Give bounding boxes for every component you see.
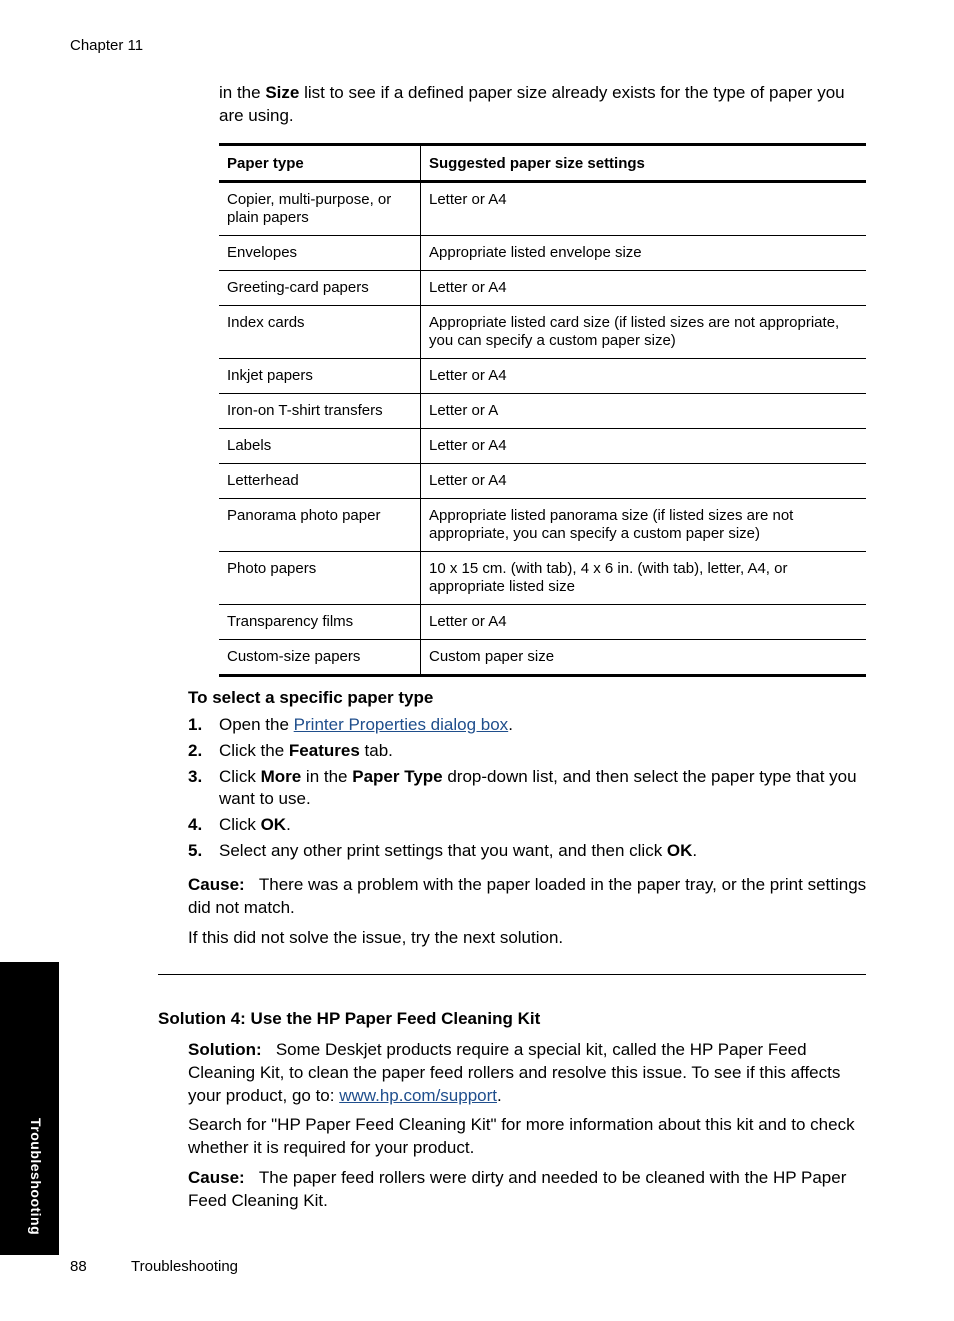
- cell-paper-type: Greeting-card papers: [219, 271, 421, 306]
- cell-size-setting: Letter or A4: [421, 429, 867, 464]
- cell-paper-type: Envelopes: [219, 236, 421, 271]
- cell-size-setting: Letter or A4: [421, 359, 867, 394]
- cause-text: There was a problem with the paper loaded in the paper tray, or the print settings did not match.: [188, 875, 867, 917]
- cell-paper-type: Copier, multi-purpose, or plain papers: [219, 182, 421, 236]
- step-bold: More: [260, 767, 302, 786]
- step-text: .: [508, 715, 513, 734]
- cell-paper-type: Letterhead: [219, 464, 421, 499]
- step-bold: OK: [260, 815, 287, 834]
- step-text: Open the: [219, 715, 294, 734]
- step-number: 4.: [188, 815, 203, 834]
- step-text: .: [286, 815, 291, 834]
- step-item: [188, 814, 868, 836]
- table-row: [219, 236, 866, 271]
- step-item: [188, 840, 868, 862]
- solution-end: .: [497, 1086, 502, 1105]
- step-bold: OK: [666, 841, 693, 860]
- step-number: 2.: [188, 741, 203, 760]
- section-divider: [158, 974, 866, 975]
- page-number: 88: [70, 1258, 87, 1275]
- cell-size-setting: 10 x 15 cm. (with tab), 4 x 6 in. (with tab), letter, A4, or appropriate listed size: [421, 552, 867, 605]
- step-number: 1.: [188, 715, 203, 734]
- step-text: Click: [219, 815, 261, 834]
- cell-size-setting: Letter or A4: [421, 271, 867, 306]
- cell-paper-type: Panorama photo paper: [219, 499, 421, 552]
- cell-paper-type: Custom-size papers: [219, 640, 421, 676]
- cell-size-setting: Appropriate listed envelope size: [421, 236, 867, 271]
- solution-label: Solution:: [188, 1040, 262, 1059]
- step-text: in the: [301, 767, 353, 786]
- step-text: .: [692, 841, 698, 860]
- solution4-heading: Solution 4: Use the HP Paper Feed Cleaning Kit: [158, 1009, 541, 1028]
- step-number: 3.: [188, 767, 203, 786]
- paper-size-table: [219, 143, 866, 677]
- step-text: tab.: [359, 741, 393, 760]
- side-tab-label: Troubleshooting: [28, 1118, 44, 1236]
- step-item: [188, 766, 868, 810]
- cause2-paragraph: [188, 1166, 868, 1212]
- procedure-steps: [188, 714, 868, 866]
- step-bold: Paper Type: [352, 767, 443, 786]
- step-number: 5.: [188, 841, 203, 860]
- step-bold: Features: [288, 741, 360, 760]
- step-text: drop-down list, and then select the paper type that you want to use.: [219, 767, 857, 808]
- step-item: [188, 714, 868, 736]
- step-item: [188, 740, 868, 762]
- footer-section-title: Troubleshooting: [131, 1258, 239, 1275]
- intro-paragraph: [219, 81, 869, 127]
- table-header-row: [219, 145, 866, 182]
- table-row: [219, 271, 866, 306]
- table-row: [219, 464, 866, 499]
- table-row: [219, 640, 866, 676]
- cell-paper-type: Labels: [219, 429, 421, 464]
- cell-paper-type: Iron-on T-shirt transfers: [219, 394, 421, 429]
- step-text: Select any other print settings that you want, and then click: [219, 841, 667, 860]
- table-row: [219, 394, 866, 429]
- chapter-header: Chapter 11: [70, 37, 144, 54]
- cell-size-setting: Letter or A4: [421, 605, 867, 640]
- table-row: [219, 499, 866, 552]
- cause-label: Cause:: [188, 1168, 245, 1187]
- cell-size-setting: Custom paper size: [421, 640, 867, 676]
- cause-text: The paper feed rollers were dirty and needed to be cleaned with the HP Paper Feed Cleaning Kit.: [188, 1168, 847, 1210]
- intro-suffix: list to see if a defined paper size already exists for the type of paper you are using.: [219, 83, 845, 125]
- cell-size-setting: Letter or A4: [429, 191, 507, 208]
- next-solution-text: If this did not solve the issue, try the next solution.: [188, 928, 564, 947]
- hp-support-link[interactable]: www.hp.com/support: [339, 1086, 497, 1105]
- table-row: [219, 359, 866, 394]
- procedure-heading: To select a specific paper type: [188, 688, 434, 707]
- step-text: Click the: [219, 741, 289, 760]
- table-row: [219, 605, 866, 640]
- intro-prefix: in the: [219, 83, 266, 102]
- solution-text: Some Deskjet products require a special kit, called the HP Paper Feed Cleaning Kit, to clean the paper feed rollers and resolve this issue. To see if this affects your product, go to:: [188, 1040, 841, 1105]
- intro-bold: Size: [265, 83, 300, 102]
- cell-paper-type: Transparency films: [219, 605, 421, 640]
- cell-paper-type: Photo papers: [219, 552, 421, 605]
- cell-size-setting: Letter or A4: [421, 464, 867, 499]
- table-row: [219, 552, 866, 605]
- table-row: [219, 182, 866, 236]
- cell-paper-type: Inkjet papers: [219, 359, 421, 394]
- cause-paragraph: [188, 873, 868, 919]
- column-header-paper-type: Paper type: [219, 145, 421, 182]
- column-header-suggested-size: Suggested paper size settings: [421, 145, 867, 182]
- printer-properties-link[interactable]: Printer Properties dialog box: [293, 715, 509, 734]
- table-row: [219, 429, 866, 464]
- cell-size-setting: Letter or A: [421, 394, 867, 429]
- step-text: Click: [219, 767, 261, 786]
- cell-size-setting: Appropriate listed card size (if listed sizes are not appropriate, you can specify a custom paper size): [421, 306, 867, 359]
- search-paragraph: Search for "HP Paper Feed Cleaning Kit" for more information about this kit and to check whether it is required for your product.: [188, 1115, 855, 1157]
- cause-label: Cause:: [188, 875, 245, 894]
- cell-paper-type: Index cards: [219, 306, 421, 359]
- solution-paragraph: [188, 1038, 868, 1107]
- cell-size-setting: Appropriate listed panorama size (if listed sizes are not appropriate, you can specify a custom paper size): [421, 499, 867, 552]
- table-row: [219, 306, 866, 359]
